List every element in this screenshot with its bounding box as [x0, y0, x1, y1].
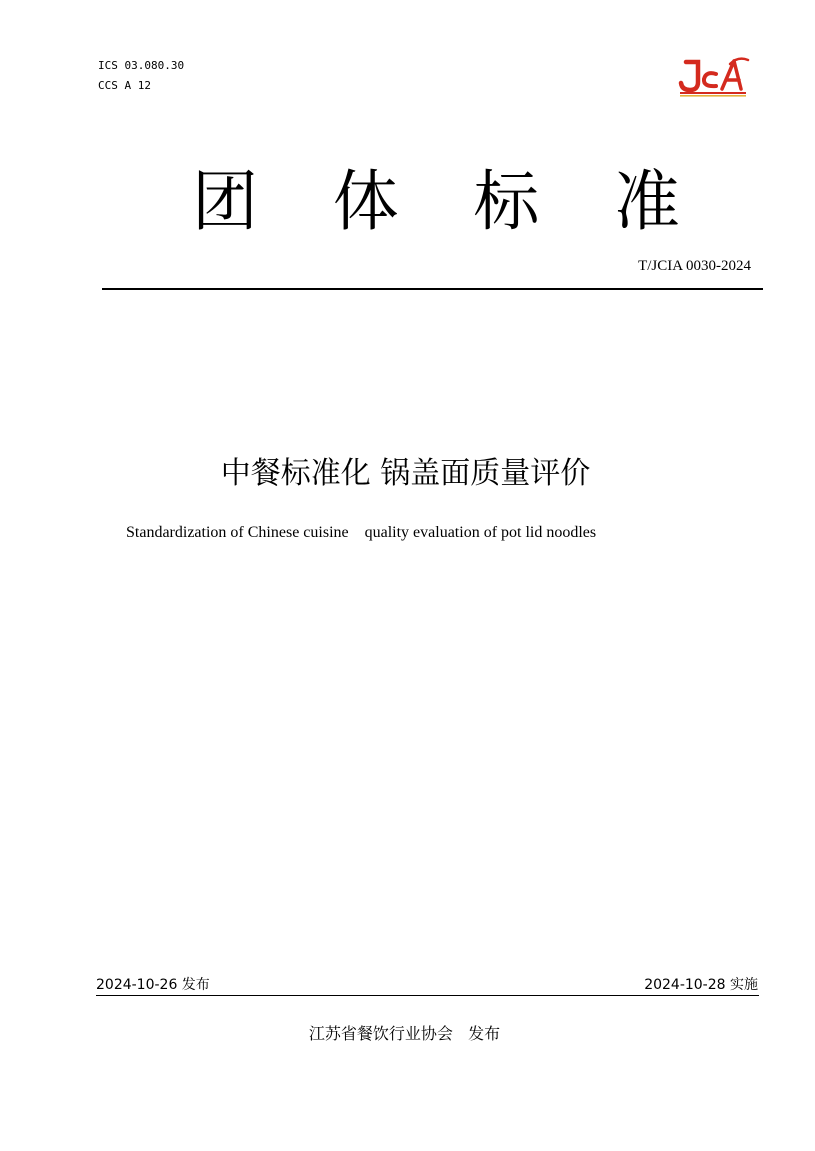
- classification-codes: [98, 56, 184, 96]
- bottom-divider: [96, 995, 759, 996]
- standard-number: T/JCIA 0030-2024: [638, 258, 751, 274]
- main-title-char: 标: [473, 163, 540, 240]
- main-title-char: 准: [613, 163, 680, 240]
- document-title-english: Standardization of Chinese cuisine quality evaluation of pot lid noodles: [126, 524, 597, 541]
- ics-code: ICS 03.080.30: [98, 59, 185, 72]
- issue-date: 2024-10-26 发布: [96, 977, 210, 993]
- publisher: 江苏省餐饮行业协会 发布: [308, 1024, 501, 1043]
- main-title: [100, 162, 760, 242]
- top-divider: [102, 288, 763, 290]
- jcia-logo-icon: [676, 52, 750, 98]
- main-title-char: 团: [192, 163, 258, 240]
- document-title-chinese: 中餐标准化 锅盖面质量评价: [220, 456, 591, 491]
- implementation-date: 2024-10-28 实施: [644, 977, 758, 993]
- date-row: [96, 974, 758, 996]
- main-title-char: 体: [332, 163, 399, 240]
- ccs-code: CCS A 12: [98, 79, 151, 92]
